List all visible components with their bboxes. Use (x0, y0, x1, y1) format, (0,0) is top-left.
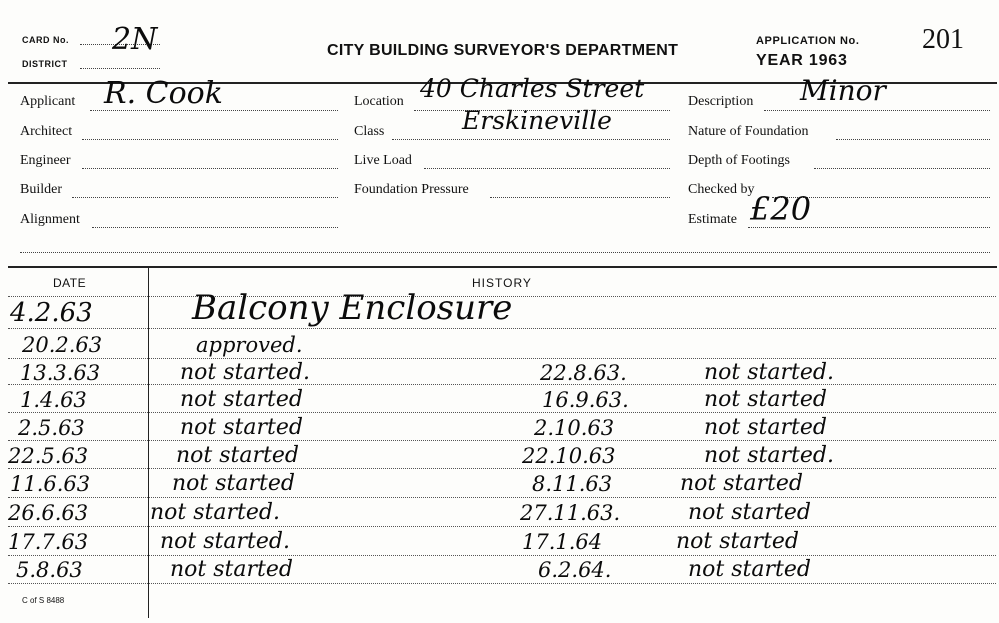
entry-text: not started (170, 557, 293, 582)
history-row-line (8, 358, 996, 359)
live-load-label: Live Load (354, 153, 412, 168)
applicant-label: Applicant (20, 94, 76, 109)
entry-date: 2.5.63 (18, 416, 85, 440)
date-header: DATE (53, 276, 87, 290)
card-no-label: CARD No. (22, 35, 69, 45)
history-title-text: Balcony Enclosure (192, 288, 513, 328)
entry-date: 17.7.63 (8, 530, 89, 554)
district-label: DISTRICT (22, 59, 68, 69)
entry-date: 8.11.63 (532, 472, 613, 496)
checked-by-label: Checked by (688, 182, 755, 197)
entry-text: not started (680, 471, 803, 496)
entry-date: 27.11.63. (520, 501, 621, 525)
description-value: Minor (800, 74, 886, 107)
approved-text: approved. (196, 333, 303, 357)
estimate-value: £20 (750, 190, 812, 228)
location-value: 40 Charles Street (420, 74, 645, 103)
entry-date: 6.2.64. (538, 558, 612, 582)
entry-text: not started (704, 415, 827, 440)
entry-date: 16.9.63. (542, 388, 629, 412)
location-label: Location (354, 94, 404, 109)
nature-of-foundation-label: Nature of Foundation (688, 124, 809, 139)
history-row-line (8, 440, 996, 441)
architect-label: Architect (20, 124, 73, 139)
application-no-label: APPLICATION No. (756, 35, 860, 47)
depth-of-footings-line (814, 168, 990, 169)
card-no-value: 2N (112, 22, 158, 57)
foundation-pressure-label: Foundation Pressure (354, 182, 469, 197)
nature-of-foundation-line (836, 139, 990, 140)
district-line (80, 68, 160, 69)
engineer-label: Engineer (20, 153, 71, 168)
class-label: Class (354, 124, 385, 139)
entry-text: not started (704, 387, 827, 412)
form-code: C of S 8488 (22, 596, 65, 605)
entry-text: not started. (704, 443, 834, 468)
entry-date: 13.3.63 (20, 361, 101, 385)
builder-line (72, 197, 338, 198)
history-row-line (8, 583, 996, 584)
foundation-pressure-line (490, 197, 670, 198)
entry-text: not started (180, 415, 303, 440)
builder-label: Builder (20, 182, 62, 197)
department-title: CITY BUILDING SURVEYOR'S DEPARTMENT (327, 42, 679, 59)
entry-text: not started (676, 529, 799, 554)
history-row-line (8, 412, 996, 413)
approved-date: 20.2.63 (22, 333, 103, 357)
entry-date: 26.6.63 (8, 501, 89, 525)
entry-date: 1.4.63 (20, 388, 87, 412)
entry-date: 22.10.63 (522, 444, 616, 468)
entry-text: not started (688, 500, 811, 525)
entry-date: 22.8.63. (540, 361, 627, 385)
entry-date: 17.1.64 (522, 530, 603, 554)
fields-blank-line (20, 252, 990, 253)
history-row-line (8, 468, 996, 469)
date-column-divider (148, 268, 149, 618)
entry-text: not started. (704, 360, 834, 385)
history-top-border (8, 266, 997, 268)
entry-date: 2.10.63 (534, 416, 615, 440)
year-label: YEAR 1963 (756, 52, 848, 69)
history-header: HISTORY (472, 276, 532, 290)
entry-text: not started (180, 387, 303, 412)
depth-of-footings-label: Depth of Footings (688, 153, 790, 168)
history-row-line (8, 328, 996, 329)
entry-date: 5.8.63 (16, 558, 83, 582)
entry-text: not started (176, 443, 299, 468)
history-row-line (8, 526, 996, 527)
entry-date: 22.5.63 (8, 444, 89, 468)
live-load-line (424, 168, 670, 169)
architect-line (82, 139, 338, 140)
estimate-label: Estimate (688, 212, 737, 227)
alignment-line (92, 227, 338, 228)
history-row-line (8, 497, 996, 498)
entry-text: not started (688, 557, 811, 582)
application-no-value: 201 (922, 24, 964, 55)
entry-text: not started (172, 471, 295, 496)
description-line (764, 110, 990, 111)
applicant-value: R. Cook (104, 76, 223, 111)
entry-text: not started. (160, 529, 290, 554)
description-label: Description (688, 94, 754, 109)
history-title-date: 4.2.63 (10, 298, 93, 328)
entry-text: not started. (180, 360, 310, 385)
class-line (392, 139, 670, 140)
class-value: Erskineville (462, 106, 612, 135)
entry-date: 11.6.63 (10, 472, 91, 496)
engineer-line (82, 168, 338, 169)
alignment-label: Alignment (20, 212, 80, 227)
entry-text: not started. (150, 500, 280, 525)
history-row-line (8, 555, 996, 556)
history-row-line (8, 384, 996, 385)
